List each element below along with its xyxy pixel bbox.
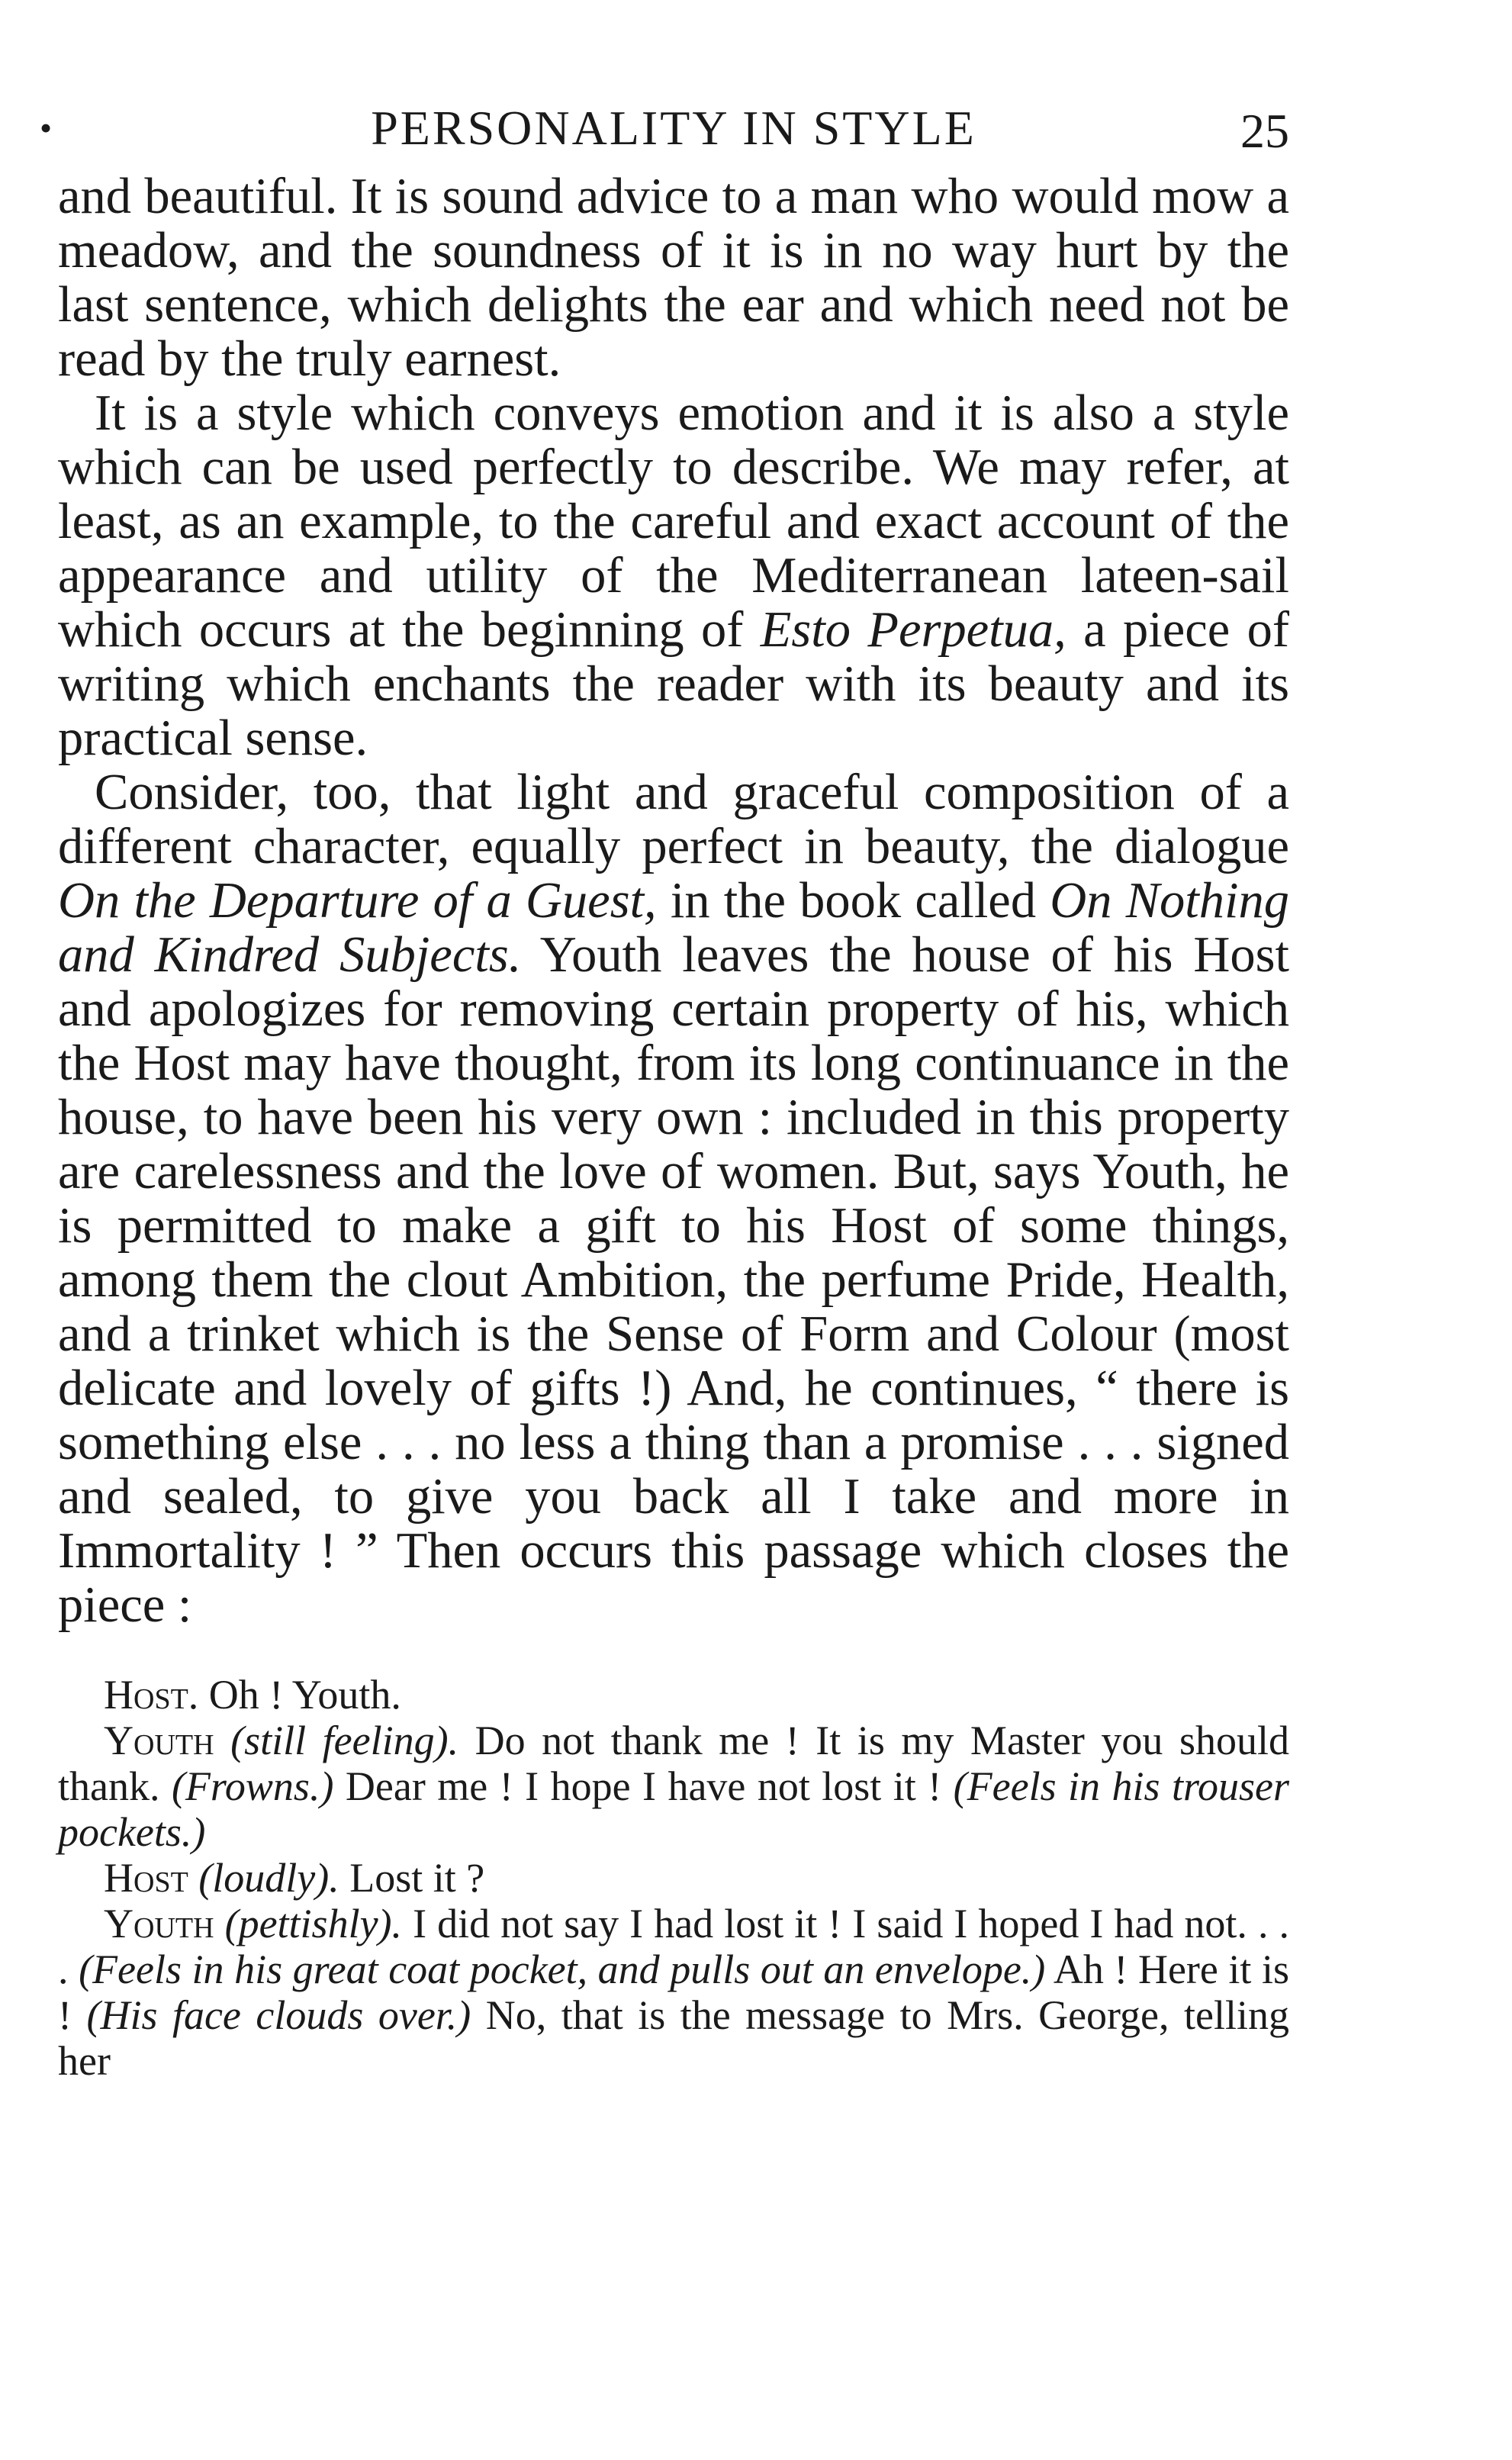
speaker-youth: Youth: [104, 1901, 214, 1946]
dialogue-line-youth-1: [58, 1718, 1289, 1855]
dialogue-line-host-2: [58, 1855, 1289, 1901]
stage-direction: (pettishly).: [224, 1901, 403, 1946]
speaker-youth: Youth: [104, 1718, 214, 1763]
paragraph-1-text: and beautiful. It is sound advice to a man who would mow a meadow, and the soundness of it is in no way hurt by the last sentence, which delights the ear and which need not be read by the truly earnest.: [58, 169, 1289, 387]
dialogue-line-host-1: [58, 1672, 1289, 1718]
dialogue-text: Ah ! Here it is !: [58, 1946, 1289, 2038]
paragraph-1: [58, 169, 1289, 386]
stage-direction: (His face clouds over.): [86, 1992, 471, 2038]
stage-direction: (Feels in his great coat pocket, and pulls out an envelope.): [79, 1946, 1046, 1992]
margin-mark: •: [40, 108, 53, 147]
paragraph-2-text-after: a piece of writing which enchants the reader with its beauty and its practical sense.: [58, 602, 1290, 766]
paragraph-3-text-before: Consider, too, that light and graceful composition of a different character, equally perfect in beauty, the dialogue: [58, 765, 1289, 874]
dialogue-text: Do not thank me ! It is my Master you should thank.: [58, 1718, 1289, 1809]
dialogue-text: Dear me ! I hope I have not lost it !: [333, 1763, 954, 1809]
dialogue-line-youth-2: [58, 1901, 1289, 2084]
book-page: [40, 90, 1290, 2084]
stage-direction: (still feeling).: [230, 1718, 459, 1763]
speaker-host: Host: [104, 1855, 188, 1901]
book-title-on-nothing: On Nothing and Kindred Subjects.: [58, 873, 1289, 983]
body-text: [58, 169, 1289, 1632]
dialogue-text: I did not say I had lost it ! I said I hoped I had not. . . .: [58, 1901, 1289, 1992]
dialogue-excerpt: [58, 1672, 1289, 2084]
running-header: [40, 90, 1289, 166]
paragraph-3-text-after: Youth leaves the house of his Host and apologizes for removing certain property of his, which the Host may have thought, from its long continuance in the house, to have been his very own : included in this property are carelessness and the love of women. But, says Youth, he is permitted to make a gift to his Host of some things, among them the clout Ambition, the perfume Pride, Health, and a trinket which is the Sense of Form and Colour (most delicate and lovely of gifts !) And, he continues, “ there is something else . . . no less a thing than a promise . . . signed and sealed, to give you back all I take and more in Immortality ! ” Then occurs this passage which closes the piece :: [58, 927, 1290, 1633]
paragraph-2-text-before: It is a style which conveys emotion and it is also a style which can be used perfectly to describe. We may refer, at least, as an example, to the careful and exact account of the appearance and utility of the Mediterranean lateen-sail which occurs at the beginning of: [58, 385, 1289, 658]
paragraph-3-text-mid: in the book called: [656, 873, 1050, 929]
dialogue-text: No, that is the message to Mrs. George, telling her: [58, 1992, 1289, 2084]
paragraph-3: [58, 765, 1289, 1632]
stage-direction: (Frowns.): [171, 1763, 334, 1809]
page-number: 25: [1240, 104, 1289, 158]
running-title: PERSONALITY IN STYLE: [371, 101, 976, 155]
stage-direction: (loudly).: [198, 1855, 339, 1901]
book-title-esto-perpetua: Esto Perpetua,: [760, 602, 1066, 658]
dialogue-text: Lost it ?: [339, 1855, 485, 1901]
stage-direction: (Feels in his trouser pockets.): [58, 1763, 1289, 1855]
title-departure-of-guest: On the Departure of a Guest,: [58, 873, 657, 929]
dialogue-text: Oh ! Youth.: [198, 1672, 401, 1718]
paragraph-2: [58, 386, 1289, 765]
speaker-host: Host.: [104, 1672, 199, 1718]
